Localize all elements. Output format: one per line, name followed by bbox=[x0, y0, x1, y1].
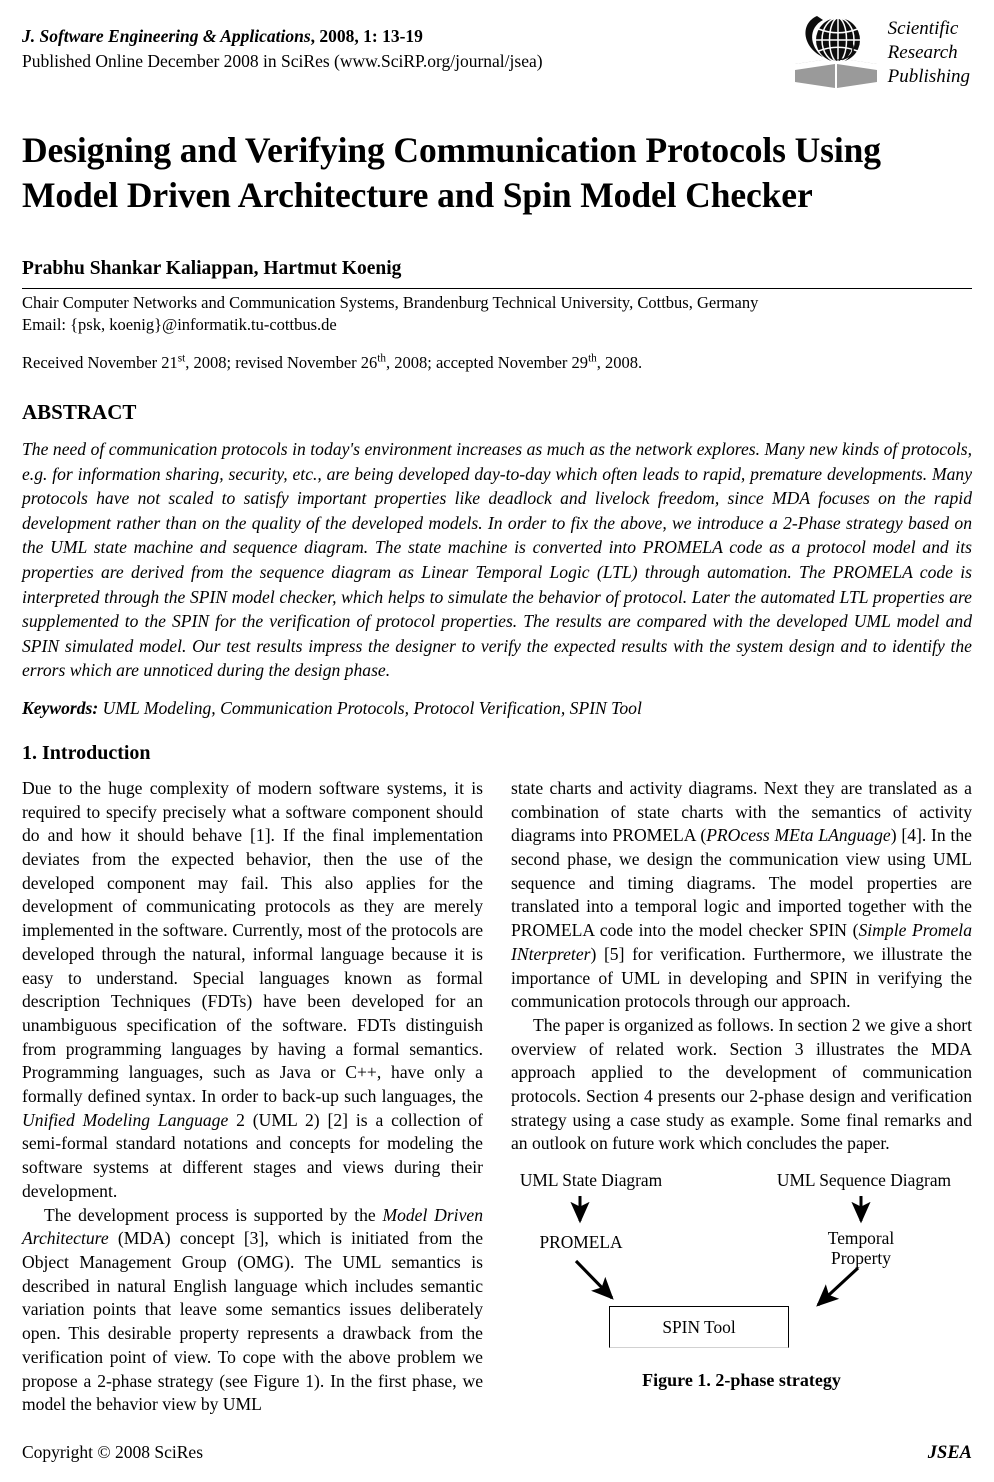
dates-suffix: , 2008. bbox=[596, 353, 643, 372]
revised-ordinal-suffix: th bbox=[377, 352, 386, 365]
para1-text-b: 2 (UML 2) [2] is a collection of semi-formal standard notations and concepts for modeling the software systems at different stages and views during their development. bbox=[22, 1109, 483, 1201]
para3-text-a: state charts and activity diagrams. Next they are translated as a combination of state charts with the semantics of activity diagrams into PROMELA ( bbox=[511, 777, 972, 846]
journal-issue: , 2008, 1: 13-19 bbox=[310, 26, 423, 46]
masthead bbox=[22, 14, 972, 98]
keywords bbox=[22, 696, 972, 720]
journal-abbreviation: JSEA bbox=[927, 1443, 972, 1463]
published-online-line: Published Online December 2008 in SciRes (www.SciRP.org/journal/jsea) bbox=[22, 51, 543, 71]
term-model-driven-architecture: Model Driven Architecture bbox=[22, 1204, 483, 1249]
keywords-values: UML Modeling, Communication Protocols, Protocol Verification, SPIN Tool bbox=[98, 697, 642, 718]
para2-text-a: The development process is supported by the bbox=[44, 1204, 383, 1225]
section-heading-introduction: 1. Introduction bbox=[22, 741, 151, 764]
keywords-label: Keywords: bbox=[22, 697, 99, 718]
para3-text-c: ) [5] for verification. Furthermore, we illustrate the importance of UML in developing and SPIN in verifying the communication protocols through our approach. bbox=[511, 943, 972, 1012]
accepted-ordinal-suffix: th bbox=[588, 352, 597, 365]
figure-node-promela: PROMELA bbox=[539, 1232, 623, 1253]
journal-name: J. Software Engineering & Applications bbox=[22, 26, 311, 46]
paragraph-intro-1 bbox=[22, 777, 483, 1204]
spin-tool-label: SPIN Tool bbox=[662, 1316, 736, 1337]
title-divider bbox=[22, 288, 972, 289]
globe-book-logo-icon bbox=[793, 14, 879, 92]
paragraph-intro-4: The paper is organized as follows. In section 2 we give a short overview of related work. Section 3 illustrates the MDA approach applied to the development of communication protocols. Section 4 presents our 2-phase design and verification strategy using a case study as example. Some final remarks and an outlook on future work which concludes the paper. bbox=[511, 1014, 972, 1154]
abstract-text: The need of communication protocols in today's environment increases as much as the network explores. Many new kinds of protocols, e.g. for information sharing, security, etc., are being developed day-to-day which often leads to rapid, premature developments. Many protocols have not scaled to satisfy important properties like deadlock and livelock freedom, since MDA focuses on the rapid development rather than on the quality of the developed models. In order to fix the above, we introduce a 2-Phase strategy based on the UML state machine and sequence diagram. The state machine is converted into PROMELA code as a protocol model and its properties are derived from the sequence diagram as Linear Temporal Logic (LTL) through automation. The PROMELA code is interpreted through the SPIN model checker, which helps to simulate the behavior of protocol. Later the automated LTL properties are supplemented to the SPIN for the verification of protocol properties. The results are compared with the developed UML model and SPIN simulated model. Our test results impress the designer to verify the expected results with the system design and to identify the errors which are unnoticed during the design phase. bbox=[22, 439, 972, 681]
journal-citation-line bbox=[22, 24, 543, 49]
body-columns bbox=[22, 777, 972, 1417]
copyright-notice: Copyright © 2008 SciRes bbox=[22, 1442, 204, 1462]
para1-text-a: Due to the huge complexity of modern software systems, it is required to specify precisely what a software component should do and how it should behave [1]. If the final implementation deviates from the expected behavior, then the use of the developed component may fail. This also applies for the development of communicating protocols as they are merely implemented in the software. Currently, most of the protocols are developed through the natural, informal language because it is easy to understand. Special languages known as formal description Techniques (FDTs) have been developed for an unambiguous specification of the software. FDTs distinguish from programming languages by having a formal semantics. Programming languages, such as Java or C++, have only a formally defined syntax. In order to back-up such languages, the bbox=[22, 777, 483, 1107]
journal-info bbox=[22, 14, 543, 74]
figure-node-uml-state-diagram: UML State Diagram bbox=[519, 1170, 663, 1191]
figure-1 bbox=[511, 1170, 972, 1391]
figure-1-canvas bbox=[511, 1170, 972, 1355]
temporal-property-line2: Property bbox=[831, 1248, 891, 1269]
left-column bbox=[22, 777, 483, 1417]
temporal-property-line1: Temporal bbox=[827, 1228, 895, 1249]
received-date: Received November 21 bbox=[22, 353, 178, 372]
author-email: Email: {psk, koenig}@informatik.tu-cottbus.de bbox=[22, 314, 337, 334]
page-title: Designing and Verifying Communication Protocols Using Model Driven Architecture and Spin Model Checker bbox=[22, 130, 881, 215]
publisher-name-line2: Research bbox=[887, 42, 958, 63]
received-ordinal-suffix: st bbox=[177, 352, 186, 365]
figure-node-spin-tool bbox=[609, 1306, 789, 1348]
figure-1-caption: Figure 1. 2-phase strategy bbox=[642, 1370, 841, 1391]
term-spin-expansion: Simple Promela INterpreter bbox=[511, 920, 972, 964]
accepted-date: , 2008; accepted November 29 bbox=[386, 353, 589, 372]
paragraph-intro-3 bbox=[511, 777, 972, 1014]
author-list: Prabhu Shankar Kaliappan, Hartmut Koenig bbox=[22, 258, 402, 279]
figure-node-uml-sequence-diagram: UML Sequence Diagram bbox=[776, 1170, 952, 1191]
term-promela-expansion: PROcess MEta LAnguage bbox=[706, 825, 891, 846]
affiliation: Chair Computer Networks and Communication Systems, Brandenburg Technical University, Cottbus, Germany bbox=[22, 293, 759, 312]
publisher-name-line1: Scientific bbox=[887, 18, 959, 39]
paragraph-intro-2 bbox=[22, 1204, 483, 1417]
revised-date: , 2008; revised November 26 bbox=[185, 353, 378, 372]
publisher-name bbox=[888, 17, 970, 89]
figure-node-temporal-property bbox=[811, 1228, 911, 1268]
page-footer bbox=[22, 1442, 972, 1464]
publisher-logo bbox=[793, 14, 972, 92]
publisher-name-line3: Publishing bbox=[887, 66, 970, 87]
term-unified-modeling-language: Unified Modeling Language bbox=[22, 1109, 229, 1130]
para2-text-b: (MDA) concept [3], which is initiated from the Object Management Group (OMG). The UML semantics is described in natural English language which includes semantic variation points that leave some semantics issues deliberately open. This desirable property represents a drawback from the verification point of view. To cope with the above problem we propose a 2-phase strategy (see Figure 1). In the first phase, we model the behavior view by UML bbox=[22, 1228, 483, 1415]
para3-text-b: ) [4]. In the second phase, we design the communication view using UML sequence and timing diagrams. The model properties are translated into a temporal logic and imported together with the PROMELA code into the model checker SPIN ( bbox=[511, 825, 972, 941]
right-column bbox=[511, 777, 972, 1417]
publication-dates bbox=[22, 352, 972, 373]
abstract-heading: ABSTRACT bbox=[22, 400, 137, 424]
